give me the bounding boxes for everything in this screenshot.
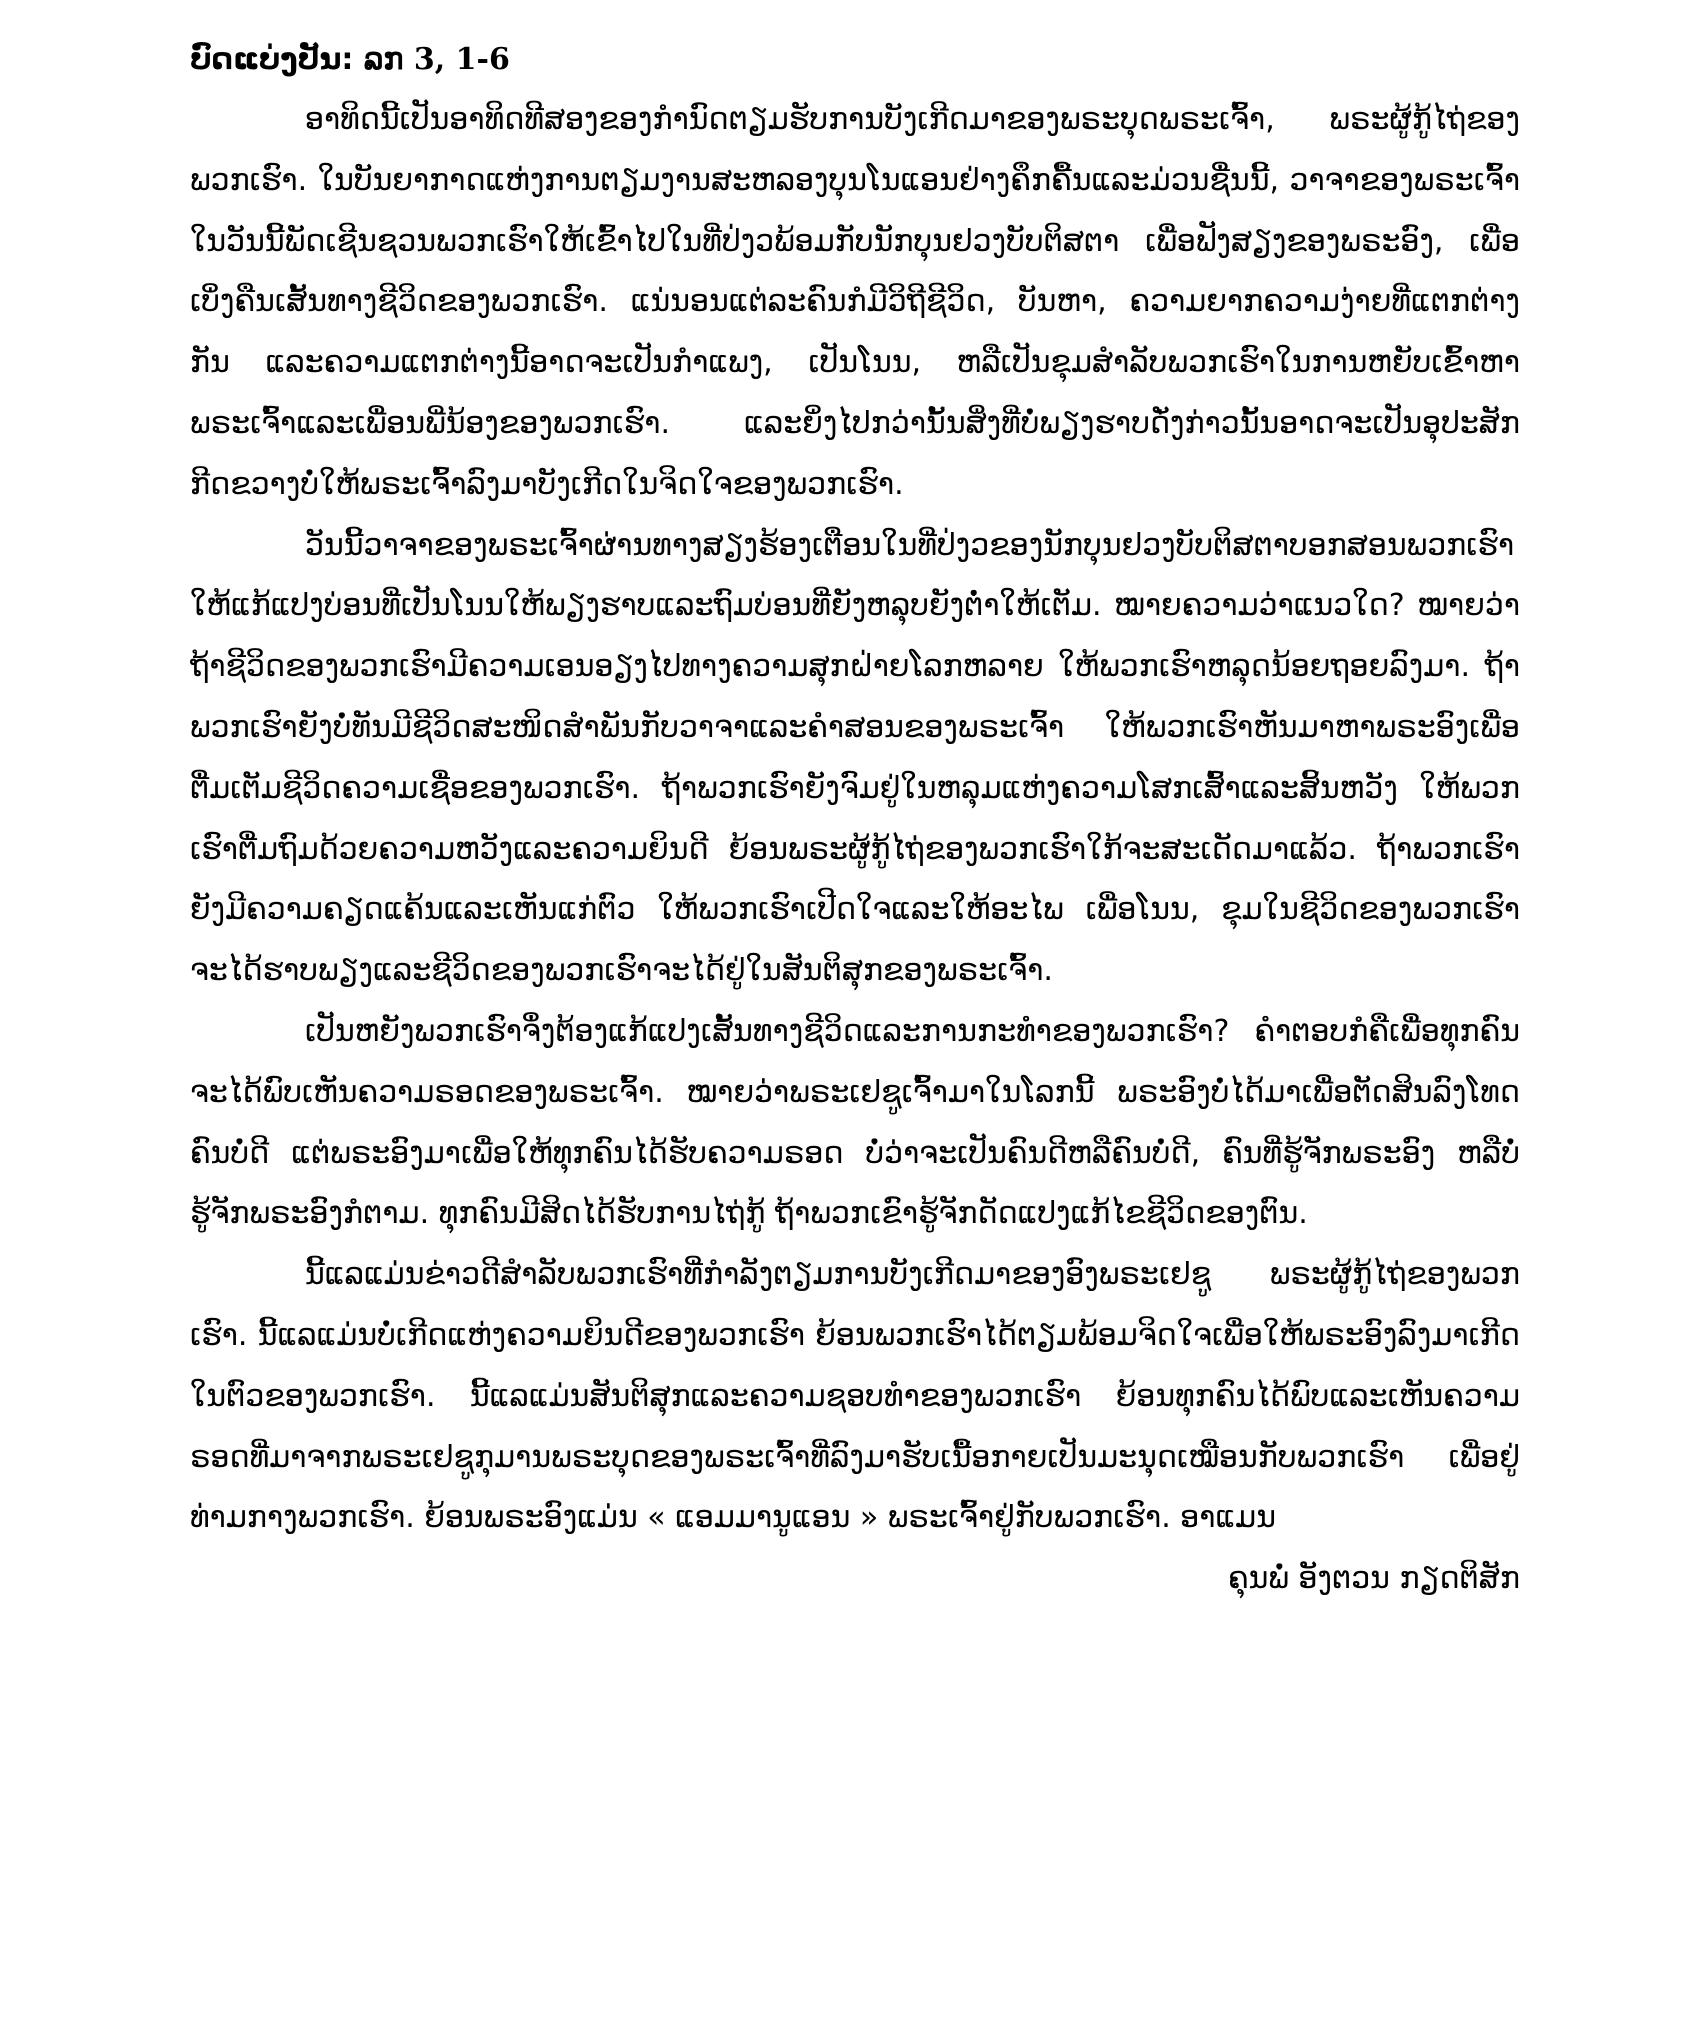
author-signature: ຄຸນພໍ່ ອັງຕວນ ກຽດຕິສັກ bbox=[1227, 1561, 1520, 1597]
scripture-reference: ລກ 3, 1-6 bbox=[363, 42, 510, 77]
document-page bbox=[190, 30, 1520, 1609]
paragraph-1: ອາທິດນີ້ເປັນອາທິດທີສອງຂອງກຳນົດຕຽມຮັບການບັງເກີດມາຂອງພຣະບຸດພຣະເຈົ້າ, ພຣະຜູ້ກູ້ໄຖ່ຂອງພວກເຮົາ. ໃນບັນຍາກາດແຫ່ງການຕຽມງານສະຫລອງບຸນໂນແອນຢ່າງຄຶກຄື້ນແລະມ່ວນຊື່ນນີ້, ວາຈາຂອງພຣະເຈົ້າໃນວັນນີ້ພັດເຊີນຊວນພວກເຮົາໃຫ້ເຂົ້າໄປໃນທີ່ປ່ງວພ້ອມກັບນັກບຸນຢວງບັບຕິສຕາ ເພື່ອຟັງສຽງຂອງພຣະອົງ, ເພື່ອເບິ່ງຄືນເສັ້ນທາງຊີວິດຂອງພວກເຮົາ. ແນ່ນອນແຕ່ລະຄົນກໍມີວິຖີຊີວິດ, ບັນຫາ, ຄວາມຍາກຄວາມງ່າຍທີ່ແຕກຕ່າງກັນ ແລະຄວາມແຕກຕ່າງນີ້ອາດຈະເປັນກຳແພງ, ເປັນໂນນ, ຫລືເປັນຂຸມສຳລັບພວກເຮົາໃນການຫຍັບເຂົ້າຫາພຣະເຈົ້າແລະເພື່ອນພີ່ນ້ອງຂອງພວກເຮົາ. ແລະຍິ່ງໄປກວ່ານັ້ນສິ່ງທີ່ບໍ່ພຽງຮາບດັ່ງກ່າວນັ້ນອາດຈະເປັນອຸປະສັກກີດຂວາງບໍ່ໃຫ້ພຣະເຈົ້າລົງມາບັງເກີດໃນຈິດໃຈຂອງພວກເຮົາ. bbox=[190, 102, 1520, 502]
paragraph-4: ນີ້ແລແມ່ນຂ່າວດີສຳລັບພວກເຮົາທີ່ກຳລັງຕຽມການບັງເກີດມາຂອງອົງພຣະເຢຊູ ພຣະຜູ້ກູ້ໄຖ່ຂອງພວກເຮົາ. ນີ້ແລແມ່ນບໍ່ເກີດແຫ່ງຄວາມຍິນດີຂອງພວກເຮົາ ຍ້ອນພວກເຮົາໄດ້ຕຽມພ້ອມຈິດໃຈເພື່ອໃຫ້ພຣະອົງລົງມາເກີດໃນຕົວຂອງພວກເຮົາ. ນີ້ແລແມ່ນສັນຕິສຸກແລະຄວາມຊອບທຳຂອງພວກເຮົາ ຍ້ອນທຸກຄົນໄດ້ພົບແລະເຫັນຄວາມຣອດທີ່ມາຈາກພຣະເຢຊູກຸມານພຣະບຸດຂອງພຣະເຈົ້າທີ່ລົງມາຮັບເນື້ອກາຍເປັນມະນຸດເໝືອນກັບພວກເຮົາ ເພື່ອຢູ່ທ່າມກາງພວກເຮົາ. ຍ້ອນພຣະອົງແມ່ນ « ແອມມານູແອນ » ພຣະເຈົ້າຢູ່ກັບພວກເຮົາ. ອາແມນ bbox=[190, 1257, 1520, 1536]
heading-label: ບົດແບ່ງປັນ: bbox=[190, 42, 354, 77]
document-heading bbox=[190, 30, 1520, 90]
paragraph-3: ເປັນຫຍັງພວກເຮົາຈຶ່ງຕ້ອງແກ້ແປງເສັ້ນທາງຊີວິດແລະການກະທຳຂອງພວກເຮົາ? ຄຳຕອບກໍຄືເພື່ອທຸກຄົນຈະໄດ້ພົບເຫັນຄວາມຣອດຂອງພຣະເຈົ້າ. ໝາຍວ່າພຣະເຢຊູເຈົ້າມາໃນໂລກນີ້ ພຣະອົງບໍ່ໄດ້ມາເພື່ອຕັດສິນລົງໂທດຄົນບໍ່ດີ ແຕ່ພຣະອົງມາເພື່ອໃຫ້ທຸກຄົນໄດ້ຮັບຄວາມຣອດ ບໍ່ວ່າຈະເປັນຄົນດີຫລືຄົນບໍ່ດີ, ຄົນທີ່ຮູ້ຈັກພຣະອົງ ຫລືບໍ່ຮູ້ຈັກພຣະອົງກໍຕາມ. ທຸກຄົນມີສິດໄດ້ຮັບການໄຖ່ກູ້ ຖ້າພວກເຂົາຮູ້ຈັກດັດແປງແກ້ໄຂຊີວິດຂອງຕົນ. bbox=[190, 1013, 1520, 1232]
paragraph-2: ວັນນີ້ວາຈາຂອງພຣະເຈົ້າຜ່ານທາງສຽງຮ້ອງເຕືອນໃນທີ່ປ່ງວຂອງນັກບຸນຢວງບັບຕິສຕາບອກສອນພວກເຮົາໃຫ້ແກ້ແປງບ່ອນທີ່ເປັນໂນນໃຫ້ພຽງຮາບແລະຖົມບ່ອນທີ່ຍັງຫລຸບຍັງຕ່ຳໃຫ້ເຕັມ. ໝາຍຄວາມວ່າແນວໃດ? ໝາຍວ່າຖ້າຊີວິດຂອງພວກເຮົາມີຄວາມເອນອຽງໄປທາງຄວາມສຸກຝ່າຍໂລກຫລາຍ ໃຫ້ພວກເຮົາຫລຸດນ້ອຍຖອຍລົງມາ. ຖ້າພວກເຮົາຍັງບໍ່ທັນມີຊີວິດສະໜິດສຳພັນກັບວາຈາແລະຄຳສອນຂອງພຣະເຈົ້າ ໃຫ້ພວກເຮົາຫັນມາຫາພຣະອົງເພື່ອຕື່ມເຕັມຊີວິດຄວາມເຊື່ອຂອງພວກເຮົາ. ຖ້າພວກເຮົາຍັງຈົມຢູ່ໃນຫລຸມແຫ່ງຄວາມໂສກເສົ້າແລະສິ້ນຫວັງ ໃຫ້ພວກເຮົາຕື່ມຖົມດ້ວຍຄວາມຫວັງແລະຄວາມຍິນດີ ຍ້ອນພຣະຜູ້ກູ້ໄຖ່ຂອງພວກເຮົາໃກ້ຈະສະເດັດມາແລ້ວ. ຖ້າພວກເຮົາຍັງມີຄວາມຄຽດແຄ້ນແລະເຫັນແກ່ຕົວ ໃຫ້ພວກເຮົາເປີດໃຈແລະໃຫ້ອະໄພ ເພື່ອໂນນ, ຂຸມໃນຊີວິດຂອງພວກເຮົາຈະໄດ້ຮາບພຽງແລະຊີວິດຂອງພວກເຮົາຈະໄດ້ຢູ່ໃນສັນຕິສຸກຂອງພຣະເຈົ້າ. bbox=[190, 527, 1520, 989]
